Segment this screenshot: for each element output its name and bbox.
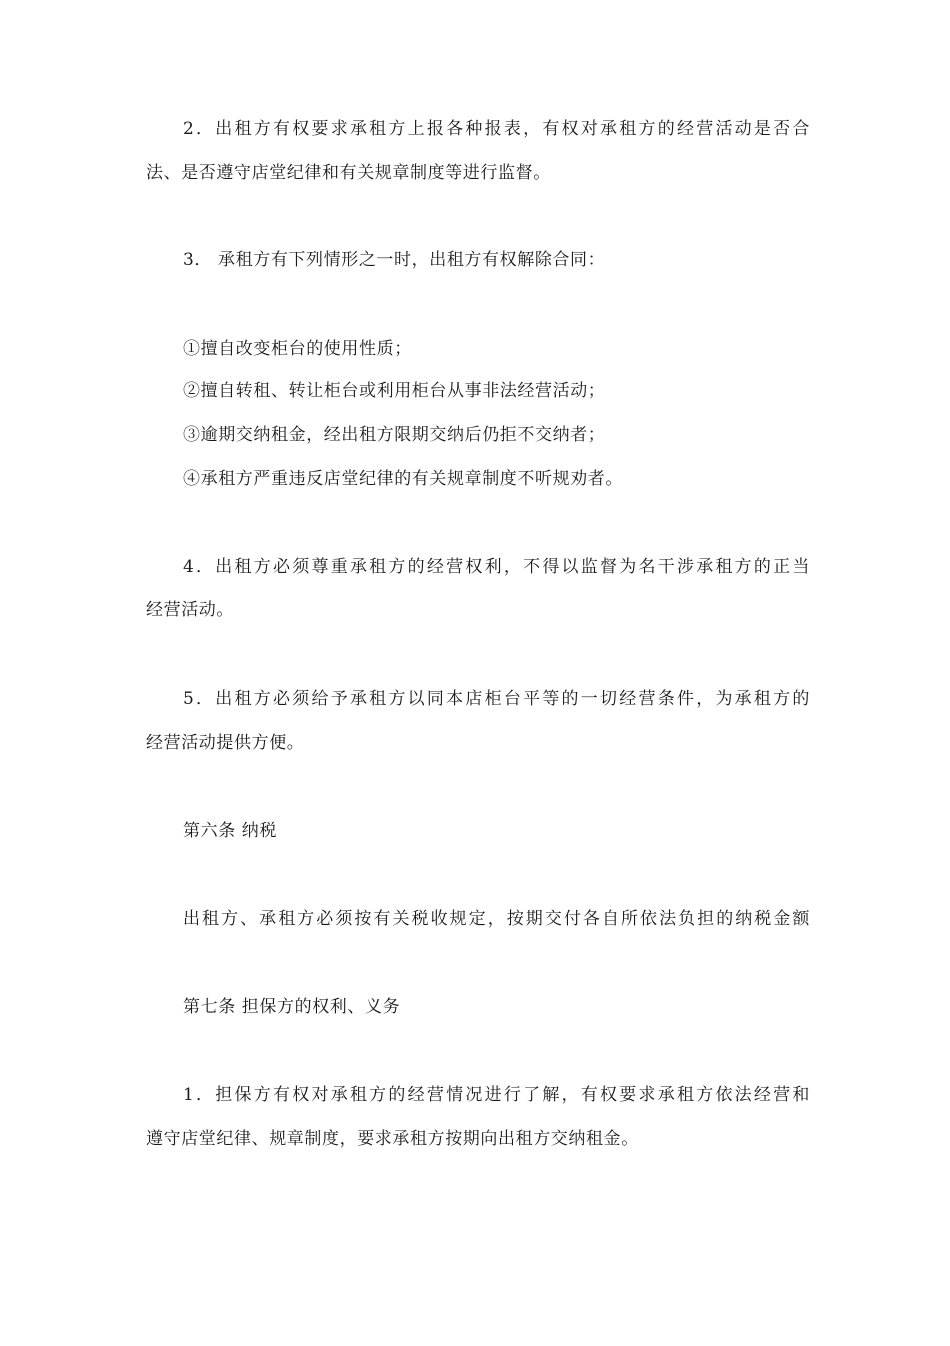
clause-5-5-line-2: 经营活动提供方便。 [146, 733, 305, 753]
clause-5-4-line-1: 4．出租方必须尊重承租方的经营权利，不得以监督为名干涉承租方的正当 [183, 557, 810, 577]
clause-5-3-line-1: 3． 承租方有下列情形之一时，出租方有权解除合同： [183, 250, 606, 270]
article-6-heading: 第六条 纳税 [183, 821, 278, 841]
termination-item-3: ③逾期交纳租金，经出租方限期交纳后仍拒不交纳者； [183, 425, 606, 445]
termination-item-1: ①擅自改变柜台的使用性质； [183, 339, 412, 359]
clause-7-1-line-1: 1．担保方有权对承租方的经营情况进行了解，有权要求承租方依法经营和 [183, 1085, 810, 1105]
clause-5-4-line-2: 经营活动。 [146, 600, 234, 620]
article-6-body: 出租方、承租方必须按有关税收规定，按期交付各自所依法负担的纳税金额 [183, 909, 810, 929]
termination-item-4: ④承租方严重违反店堂纪律的有关规章制度不听规劝者。 [183, 469, 623, 489]
clause-7-1-line-2: 遵守店堂纪律、规章制度，要求承租方按期向出租方交纳租金。 [146, 1129, 639, 1149]
clause-5-2-line-2: 法、是否遵守店堂纪律和有关规章制度等进行监督。 [146, 163, 551, 183]
termination-item-2: ②擅自转租、转让柜台或利用柜台从事非法经营活动； [183, 381, 606, 401]
clause-5-5-line-1: 5．出租方必须给予承租方以同本店柜台平等的一切经营条件，为承租方的 [183, 689, 810, 709]
article-7-heading: 第七条 担保方的权利、义务 [183, 997, 401, 1017]
clause-5-2-line-1: 2．出租方有权要求承租方上报各种报表，有权对承租方的经营活动是否合 [183, 119, 810, 139]
